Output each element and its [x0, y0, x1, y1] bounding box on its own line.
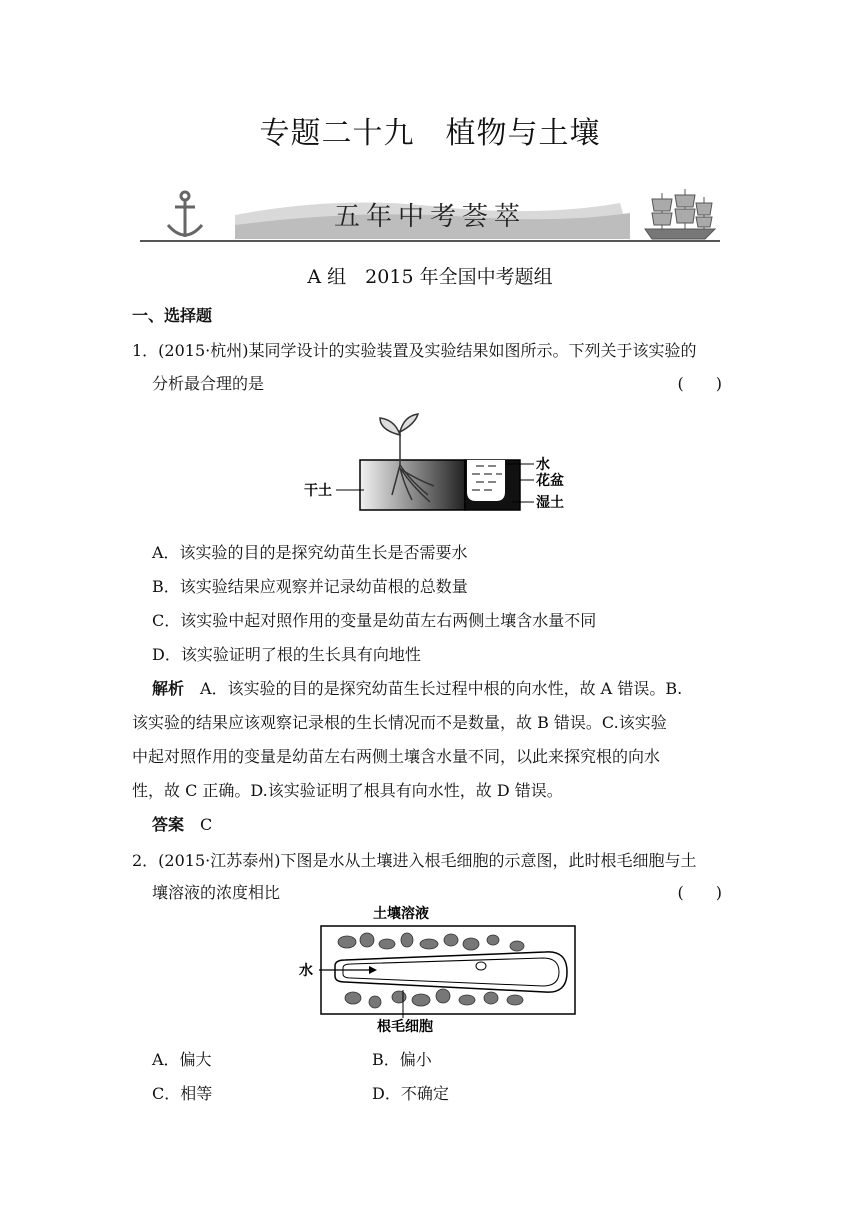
- q1-stem-line1: 1．(2015·杭州)某同学设计的实验装置及实验结果如图所示。下列关于该实验的: [132, 341, 697, 360]
- section-banner: [140, 185, 720, 247]
- q1-option-b: B．该实验结果应观察并记录幼苗根的总数量: [152, 577, 468, 596]
- q2-option-a: A．偏大: [152, 1050, 212, 1069]
- label-water-2: 水: [299, 963, 313, 979]
- q1-analysis-line2: 该实验的结果应该观察记录根的生长情况而不是数量，故 B 错误。C.该实验: [132, 713, 667, 732]
- page-title: 专题二十九 植物与土壤: [259, 116, 601, 151]
- analysis-text-1: A．该实验的目的是探究幼苗生长过程中根的向水性，故 A 错误。B.: [200, 679, 683, 698]
- q1-analysis-line3: 中起对照作用的变量是幼苗左右两侧土壤含水量不同，以此来探究根的向水: [132, 747, 661, 766]
- q2-option-c: C．相等: [152, 1084, 213, 1103]
- label-dry-soil: 干土: [304, 483, 332, 499]
- q2-option-d: D．不确定: [372, 1084, 449, 1103]
- group-title: A 组 2015 年全国中考题组: [307, 266, 553, 288]
- section-title: 一、选择题: [132, 306, 213, 325]
- label-pot: 花盆: [536, 473, 564, 489]
- q1-analysis-line1: [152, 676, 682, 699]
- q2-stem-line1: 2．(2015·江苏泰州)下图是水从土壤进入根毛细胞的示意图，此时根毛细胞与土: [132, 851, 697, 870]
- q1-experiment-figure: [300, 410, 580, 520]
- sailing-ship-icon: [645, 189, 715, 239]
- label-water: 水: [536, 457, 550, 473]
- q1-analysis-line4: 性，故 C 正确。D.该实验证明了根具有向水性，故 D 错误。: [132, 781, 563, 800]
- anchor-icon: [168, 192, 202, 237]
- q1-stem-line2: 分析最合理的是: [152, 374, 265, 393]
- analysis-label: 解析: [152, 679, 185, 698]
- label-wet-soil: 湿土: [536, 495, 564, 511]
- q1-answer-blank: ( ): [677, 374, 722, 393]
- q1-answer-line: [152, 812, 212, 835]
- q1-option-c: C．该实验中起对照作用的变量是幼苗左右两侧土壤含水量不同: [152, 611, 597, 630]
- q1-option-a: A．该实验的目的是探究幼苗生长是否需要水: [152, 543, 468, 562]
- q2-option-b: B．偏小: [372, 1050, 432, 1069]
- q2-answer-blank: ( ): [677, 883, 722, 902]
- answer-value: C: [200, 815, 213, 834]
- q1-option-d: D．该实验证明了根的生长具有向地性: [152, 645, 421, 664]
- q2-root-hair-figure: [295, 902, 585, 1034]
- label-root-hair-cell: 根毛细胞: [377, 1019, 433, 1034]
- label-soil-solution: 土壤溶液: [373, 906, 429, 922]
- answer-label: 答案: [152, 815, 185, 834]
- banner-text: 五年中考荟萃: [333, 202, 527, 232]
- q2-stem-line2: 壤溶液的浓度相比: [152, 883, 281, 902]
